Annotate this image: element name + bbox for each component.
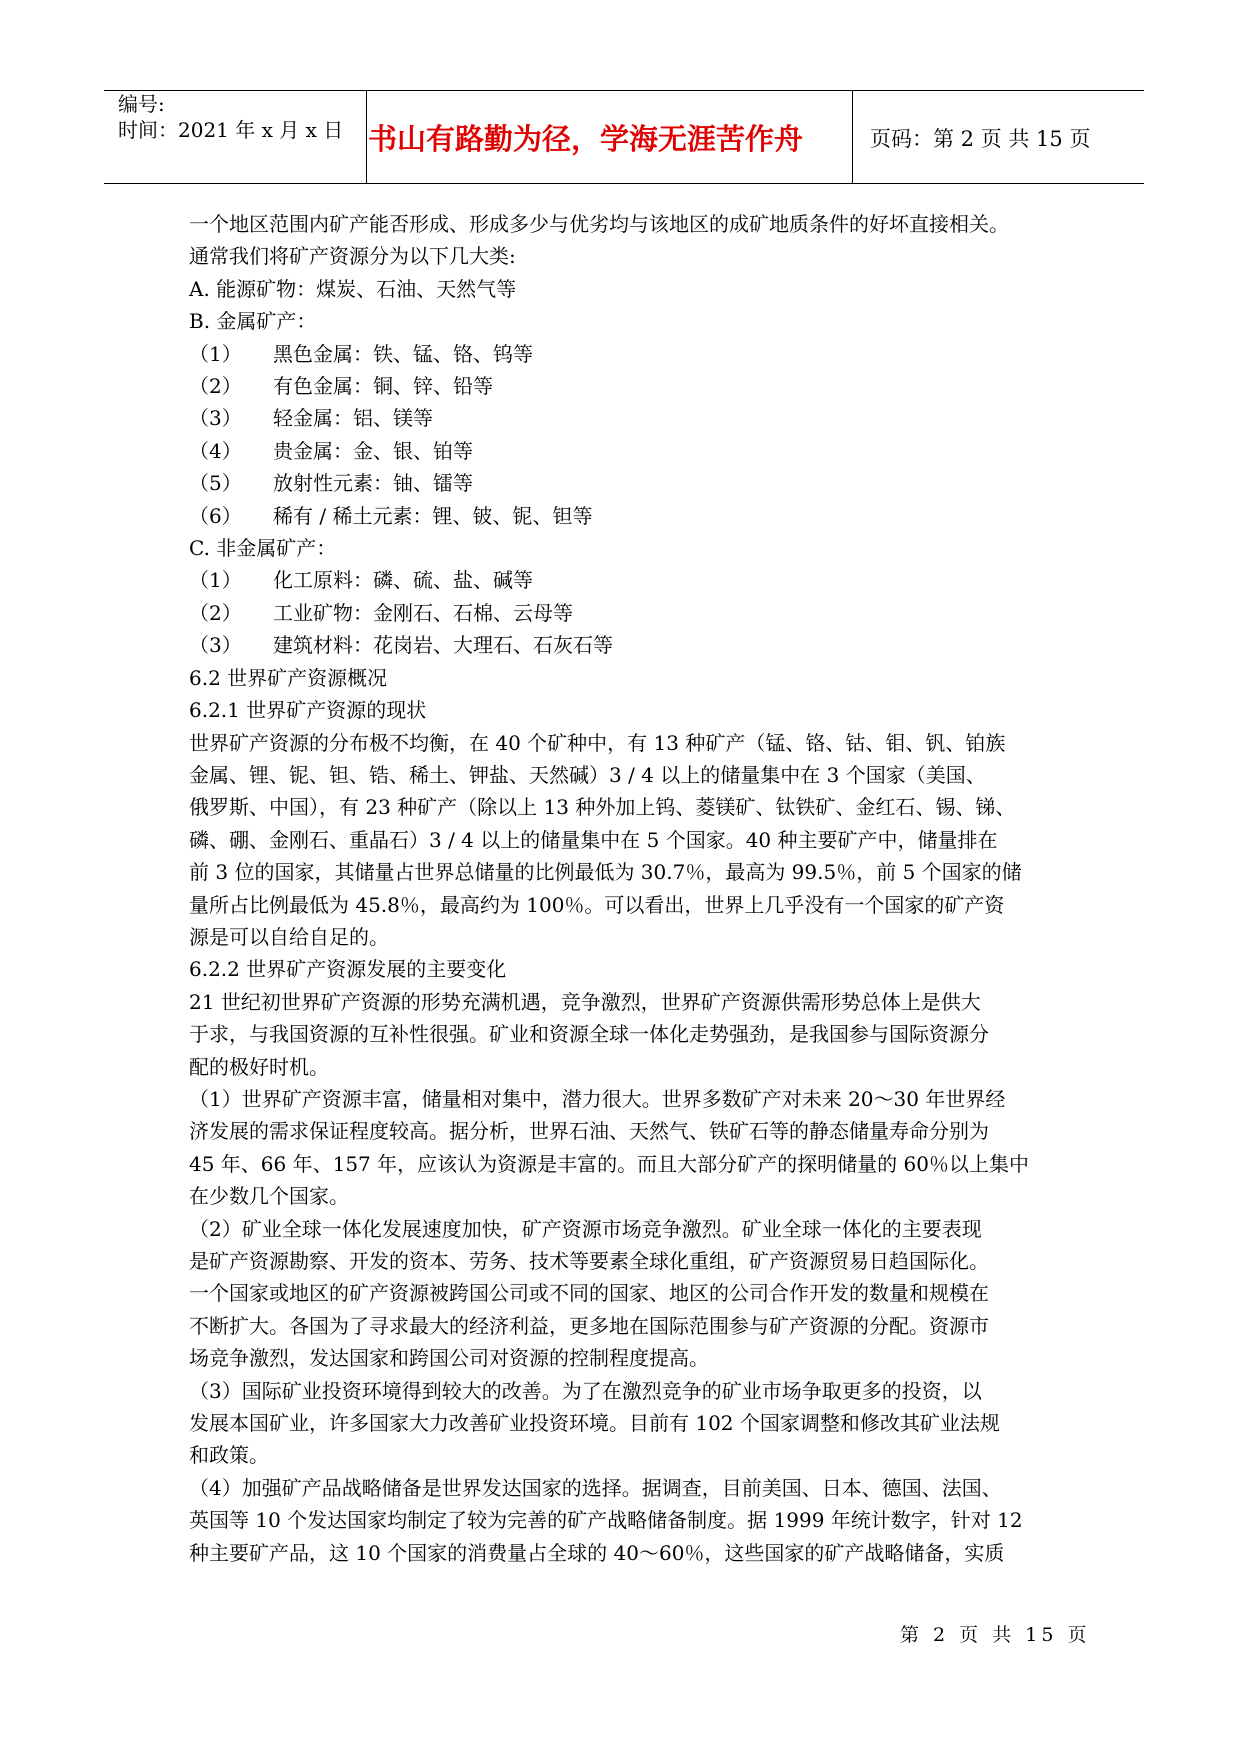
list-text: 工业矿物：金刚石、石棉、云母等 (273, 600, 573, 625)
list-number: （1） (189, 568, 242, 593)
list-text: 轻金属：铝、镁等 (273, 406, 433, 431)
list-item (189, 370, 1069, 402)
list-item (189, 564, 1069, 596)
paragraph-line: 场竞争激烈，发达国家和跨国公司对资源的控制程度提高。 (189, 1346, 709, 1371)
subsection-heading: 6.2.1 世界矿产资源的现状 (189, 698, 427, 723)
paragraph-line: 量所占比例最低为 45.8％，最高约为 100％。可以看出，世界上几乎没有一个国家的矿产资 (189, 892, 1005, 917)
paragraph-line: 发展本国矿业，许多国家大力改善矿业投资环境。目前有 102 个国家调整和修改其矿业法规 (189, 1411, 1000, 1436)
paragraph-line: 一个地区范围内矿产能否形成、形成多少与优劣均与该地区的成矿地质条件的好坏直接相关。 (189, 212, 1009, 236)
paragraph-line: 21 世纪初世界矿产资源的形势充满机遇，竞争激烈，世界矿产资源供需形势总体上是供大 (189, 989, 981, 1014)
list-text: 化工原料：磷、硫、盐、碱等 (273, 568, 533, 593)
page-header (104, 90, 1144, 184)
paragraph-line: 于求，与我国资源的互补性很强。矿业和资源全球一体化走势强劲，是我国参与国际资源分 (189, 1022, 989, 1047)
category-nonmetal: C. 非金属矿产： (189, 536, 337, 561)
list-text: 稀有 / 稀土元素：锂、铍、铌、钽等 (273, 503, 593, 528)
paragraph-line: 英国等 10 个发达国家均制定了较为完善的矿产战略储备制度。据 1999 年统计数字，针对 12 (189, 1508, 1023, 1533)
paragraph-line: 种主要矿产品，这 10 个国家的消费量占全球的 40～60％，这些国家的矿产战略储备，实质 (189, 1540, 1005, 1565)
paragraph-line: 45 年、66 年、157 年，应该认为资源是丰富的。而且大部分矿产的探明储量的 60％以上集中 (189, 1151, 1029, 1176)
document-body (189, 208, 1069, 1569)
paragraph-line: 济发展的需求保证程度较高。据分析，世界石油、天然气、铁矿石等的静态储量寿命分别为 (189, 1119, 989, 1144)
list-number: （2） (189, 600, 242, 625)
list-item (189, 500, 1069, 532)
paragraph-line: 不断扩大。各国为了寻求最大的经济利益，更多地在国际范围参与矿产资源的分配。资源市 (189, 1313, 989, 1338)
paragraph-line: 世界矿产资源的分布极不均衡，在 40 个矿种中，有 13 种矿产（锰、铬、钴、钼、钒、铂族 (189, 730, 1006, 755)
paragraph-line: （2）矿业全球一体化发展速度加快，矿产资源市场竞争激烈。矿业全球一体化的主要表现 (189, 1216, 982, 1241)
paragraph-line: 俄罗斯、中国），有 23 种矿产（除以上 13 种外加上钨、菱镁矿、钛铁矿、金红石、锡、锑、 (189, 795, 1016, 820)
list-item (189, 435, 1069, 467)
category-energy: A. 能源矿物：煤炭、石油、天然气等 (189, 276, 517, 301)
header-divider-right (852, 91, 853, 183)
list-item (189, 597, 1069, 629)
category-metal: B. 金属矿产： (189, 309, 317, 334)
paragraph-line: 在少数几个国家。 (189, 1184, 349, 1209)
paragraph-line: 前 3 位的国家，其储量占世界总储量的比例最低为 30.7％，最高为 99.5％，前 5 个国家的储 (189, 860, 1022, 885)
date-label: 时间：2021 年 x 月 x 日 (118, 118, 344, 142)
paragraph-line: 金属、锂、铌、钽、锆、稀土、钾盐、天然碱）3 / 4 以上的储量集中在 3 个国家（美国、 (189, 762, 986, 787)
list-item (189, 402, 1069, 434)
list-number: （3） (189, 406, 242, 431)
header-motto: 书山有路勤为径，学海无涯苦作舟 (368, 122, 804, 156)
list-number: （6） (189, 503, 242, 528)
serial-number-label: 编号: (118, 92, 165, 116)
paragraph-line: 通常我们将矿产资源分为以下几大类: (189, 244, 516, 269)
paragraph-line: 和政策。 (189, 1443, 269, 1468)
list-number: （1） (189, 341, 242, 366)
paragraph-line: 源是可以自给自足的。 (189, 924, 389, 949)
header-divider-left (366, 91, 367, 183)
list-item (189, 629, 1069, 661)
list-item (189, 467, 1069, 499)
paragraph-line: 一个国家或地区的矿产资源被跨国公司或不同的国家、地区的公司合作开发的数量和规模在 (189, 1281, 989, 1306)
header-page-info: 页码：第 2 页 共 15 页 (870, 127, 1091, 151)
list-item (189, 338, 1069, 370)
list-text: 放射性元素：铀、镭等 (273, 471, 473, 496)
paragraph-line: 磷、硼、金刚石、重晶石）3 / 4 以上的储量集中在 5 个国家。40 种主要矿产中，储量排在 (189, 827, 998, 852)
subsection-heading: 6.2.2 世界矿产资源发展的主要变化 (189, 957, 507, 982)
list-number: （3） (189, 633, 242, 658)
list-number: （2） (189, 374, 242, 399)
list-number: （4） (189, 438, 242, 463)
paragraph-line: （1）世界矿产资源丰富，储量相对集中，潜力很大。世界多数矿产对未来 20～30 年世界经 (189, 1086, 1006, 1111)
paragraph-line: （4）加强矿产品战略储备是世界发达国家的选择。据调查，目前美国、日本、德国、法国、 (189, 1475, 1002, 1500)
paragraph-line: 配的极好时机。 (189, 1054, 329, 1079)
list-text: 有色金属：铜、锌、铅等 (273, 374, 493, 399)
section-heading: 6.2 世界矿产资源概况 (189, 665, 388, 690)
page-footer-number: 第 2 页 共 15 页 (900, 1624, 1091, 1646)
list-text: 贵金属：金、银、铂等 (273, 438, 473, 463)
list-text: 黑色金属：铁、锰、铬、钨等 (273, 341, 533, 366)
list-text: 建筑材料：花岗岩、大理石、石灰石等 (273, 633, 613, 658)
paragraph-line: （3）国际矿业投资环境得到较大的改善。为了在激烈竞争的矿业市场争取更多的投资，以 (189, 1378, 982, 1403)
paragraph-line: 是矿产资源勘察、开发的资本、劳务、技术等要素全球化重组，矿产资源贸易日趋国际化。 (189, 1249, 989, 1273)
list-number: （5） (189, 471, 242, 496)
